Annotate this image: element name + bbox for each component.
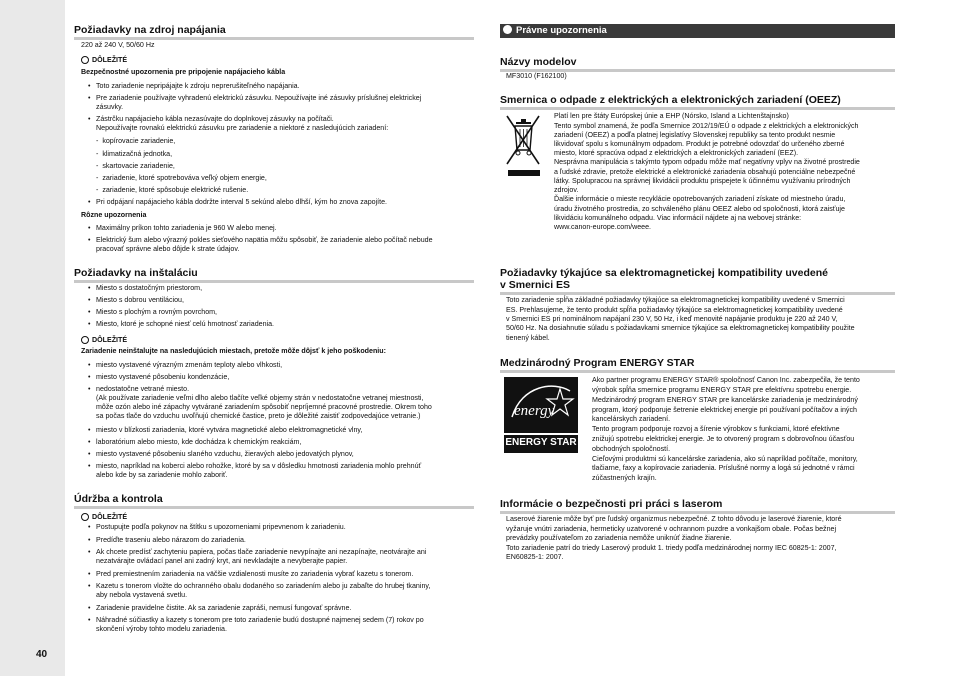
info-icon: [503, 25, 512, 34]
dash-item: - zariadenie, ktoré spotrebováva veľký objem energie,: [96, 174, 267, 182]
emc-line: v Smernici ES pri nominálnom napájaní 230 V, 50 Hz, i keď menovité napájanie produktu je 220 až 240 V,: [506, 315, 838, 323]
info-icon: [81, 513, 89, 521]
models-title: Názvy modelov: [500, 56, 895, 72]
list-item: • Predíďte traseniu alebo nárazom do zariadenia.: [96, 536, 246, 545]
weee-line: likvidáciu komunálneho odpadu. Viac informácií nájdete aj na webovej stránke:: [554, 214, 802, 222]
power-voltage: 220 až 240 V, 50/60 Hz: [81, 41, 155, 49]
energy-line: obchodných spoločností.: [592, 445, 671, 453]
list-item: • Miesto, ktoré je schopné niesť celú hmotnosť zariadenia.: [96, 320, 274, 329]
list-item: • Miesto s dobrou ventiláciou,: [96, 296, 184, 305]
power-subheading-cable: Bezpečnostné upozornenia pre pripojenie napájacieho kábla: [81, 68, 286, 76]
weee-line: miesto, ktoré spracúva odpad z elektrických a elektronických zariadení (EEZ).: [554, 149, 799, 157]
list-item: • miesto vystavené pôsobeniu slaného vzduchu, žieravých alebo jedovatých plynov,: [96, 450, 354, 459]
weee-line: Ďalšie informácie o mieste recyklácie opotrebovaných zariadení získate od miestneho úradu,: [554, 195, 846, 203]
important-label: DÔLEŽITÉ: [92, 336, 128, 344]
list-item: • Miesto s dostatočným priestorom,: [96, 284, 202, 293]
energy-star-title: Medzinárodný Program ENERGY STAR: [500, 357, 895, 373]
weee-line: www.canon-europe.com/weee.: [554, 223, 651, 231]
weee-crossed-bin-icon: [504, 112, 542, 180]
power-title: Požiadavky na zdroj napájania: [74, 24, 474, 40]
energy-line: Cieľovými produktmi sú kancelárske zariadenia, ako sú napríklad počítače, monitory,: [592, 455, 858, 463]
weee-line: látky. Spolupracou na správnej likvidácii produktu prispejete k účinnému využívaniu prírodných: [554, 177, 851, 185]
install-subheading: Zariadenie neinštalujte na nasledujúcich miestach, pretože môže dôjsť k jeho poškodeniu:: [81, 347, 386, 355]
dash-item: - kopírovacie zariadenie,: [96, 137, 176, 145]
important-note: [81, 513, 127, 521]
install-title: Požiadavky na inštaláciu: [74, 267, 474, 283]
energy-line: Tento program podporuje rozvoj a šírenie výrobkov s funkciami, ktoré efektívne: [592, 425, 840, 433]
laser-line: EN60825-1: 2007.: [506, 553, 564, 561]
list-item: • Pri odpájaní napájacieho kábla dodržte interval 5 sekúnd alebo dlhší, kým ho znova zapojíte.: [96, 198, 387, 207]
weee-line: zariadení (OEEZ) a podľa platnej legislatívy Slovenskej republiky sa tento produkt nesmie: [554, 131, 836, 139]
emc-title-line1: Požiadavky týkajúce sa elektromagnetickej kompatibility uvedené: [500, 267, 828, 279]
dash-item: - skartovacie zariadenie,: [96, 162, 175, 170]
list-item-cont: sa počas tlače do vzduchu uvoľňujú chemické častice, preto je dôležité zaistiť zodpovedajúce vetranie.): [96, 412, 421, 420]
energy-line: výrobok spĺňa smernice programu ENERGY STAR pre efektívnu spotrebu energie.: [592, 386, 852, 394]
page-margin-strip: [0, 0, 65, 676]
energy-line: Ako partner programu ENERGY STAR® spoločnosť Canon Inc. zabezpečila, že tento: [592, 376, 860, 384]
emc-line: Toto zariadenie spĺňa základné požiadavky týkajúce sa elektromagnetickej kompatibility uvedené v Smernici: [506, 296, 845, 304]
list-item: • Zariadenie pravidelne čistite. Ak sa zariadenie zapráši, nemusí fungovať správne.: [96, 604, 351, 613]
energy-line: znižujú spotrebu elektrickej energie. Je to otvorený program s dobrovoľnou účasťou: [592, 435, 855, 443]
weee-line: Tento symbol znamená, že podľa Smernice 2012/19/EÚ o odpade z elektrických a elektronických: [554, 122, 859, 130]
laser-line: prevádzky používateľom zo zariadenia nemôže uniknúť žiadne žiarenie.: [506, 534, 732, 542]
weee-title: Smernica o odpade z elektrických a elektronických zariadení (OEEZ): [500, 94, 895, 110]
laser-line: vyžaruje vnútri zariadenia, hermeticky uzatvorené v ochrannom puzdre a vonkajšom obale. Počas bežnej: [506, 525, 837, 533]
important-label: DÔLEŽITÉ: [92, 56, 128, 64]
energy-star-swoosh-icon: [504, 377, 578, 433]
weee-line: zdrojov.: [554, 186, 579, 194]
list-item-cont: zásuvky.: [96, 103, 124, 111]
list-item: • miesto vystavené výrazným zmenám teploty alebo vlhkosti,: [96, 361, 282, 370]
energy-line: Medzinárodný program ENERGY STAR pre kancelárske zariadenia je medzinárodný: [592, 396, 858, 404]
emc-line: tienený kábel.: [506, 334, 550, 342]
important-note: [81, 336, 127, 344]
page-number: 40: [36, 649, 48, 660]
list-item-cont: nezatvárajte ovládací panel ani zadný kryt, ani nevkladajte a nevyberajte papier.: [96, 557, 348, 565]
list-item: • nedostatočne vetrané miesto.: [96, 385, 189, 394]
weee-line: Platí len pre štáty Európskej únie a EHP (Nórsko, Island a Lichtenštajnsko): [554, 112, 789, 120]
laser-line: Toto zariadenie patrí do triedy Laserový produkt 1. triedy podľa medzinárodnej normy IEC 60825-1: 2007,: [506, 544, 837, 552]
energy-line: kancelárskych zariadení.: [592, 415, 671, 423]
list-item-cont: Nepoužívajte rovnakú elektrickú zásuvku pre zariadenie a niektoré z nasledujúcich zariadení:: [96, 124, 389, 132]
list-item: • Postupujte podľa pokynov na štítku s upozorneniami pripevnenom k zariadeniu.: [96, 523, 346, 532]
info-icon: [81, 336, 89, 344]
list-item: • Toto zariadenie nepripájajte k zdroju neprerušiteľného napájania.: [96, 82, 300, 91]
energy-line: zúčastnených krajín.: [592, 474, 657, 482]
energy-line: tlačiarne, faxy a kopírovacie zariadenia. Príslušné normy a logá sú jednotné v rámci: [592, 464, 855, 472]
emc-title-line2: v Smernici ES: [500, 279, 895, 295]
info-icon: [81, 56, 89, 64]
list-item: • miesto v blízkosti zariadenia, ktoré vytvára magnetické alebo elektromagnetické vlny,: [96, 426, 362, 435]
list-item: • Kazetu s tonerom vložte do ochranného obalu dodaného so zariadením alebo ju zabaľte do hrubej tkaniny,: [96, 582, 430, 591]
list-item-cont: alebo kde by sa zariadenie mohlo zaboriť.: [96, 471, 228, 479]
list-item: • miesto vystavené pôsobeniu kondenzácie,: [96, 373, 229, 382]
weee-line: úradu životného prostredia, zo schváleného plánu OEEZ alebo od spoločnosti, ktorá zaisťuje: [554, 205, 845, 213]
dash-item: - zariadenie, ktoré spôsobuje elektrické rušenie.: [96, 186, 249, 194]
important-label: DÔLEŽITÉ: [92, 513, 128, 521]
list-item-cont: aby nebola vystavená svetlu.: [96, 591, 188, 599]
list-item: • Ak chcete predísť zachyteniu papiera, počas tlače zariadenie nevypínajte ani nezapínajte, neotvárajte ani: [96, 548, 426, 557]
laser-line: Laserové žiarenie môže byť pre ľudský organizmus nebezpečné. Z tohto dôvodu je laserové žiarenie, ktoré: [506, 515, 842, 523]
list-item-cont: pracovať správne alebo dôjde k strate údajov.: [96, 245, 240, 253]
energy-line: program, ktorý podporuje šetrenie elektrickej energie pri používaní počítačov a iných: [592, 406, 857, 414]
svg-text:energy: energy: [514, 403, 555, 419]
important-note: [81, 56, 127, 64]
power-subheading-misc: Rôzne upozornenia: [81, 211, 147, 219]
list-item-cont: môže ozón alebo iné zápachy vytvárané zariadením spôsobiť nepríjemné pracovné prostredie. Okrem toho: [96, 403, 432, 411]
model-name: MF3010 (F162100): [506, 72, 567, 80]
list-item: • Zástrčku napájacieho kábla nezasúvajte do doplnkovej zásuvky na počítači.: [96, 115, 334, 124]
list-item: • Miesto s plochým a rovným povrchom,: [96, 308, 217, 317]
list-item: • Elektrický šum alebo výrazný pokles sieťového napätia môžu spôsobiť, že zariadenie alebo počítač nebude: [96, 236, 433, 245]
weee-line: likvidovať spolu s komunálnym odpadom. Produkt je potrebné odovzdať do určeného zberné: [554, 140, 845, 148]
list-item: • Náhradné súčiastky a kazety s tonerom pre toto zariadenie budú dostupné najmenej sedem (7) rokov po: [96, 616, 424, 625]
list-item: • Pre zariadenie používajte vyhradenú elektrickú zásuvku. Nepoužívajte iné zásuvky príslušnej elektrickej: [96, 94, 421, 103]
banner-label: Právne upozornenia: [516, 25, 607, 36]
list-item-cont: (Ak používate zariadenie veľmi dlho alebo tlačíte veľké objemy strán v nedostatočne vetranej miestnosti,: [96, 394, 424, 402]
list-item: • Maximálny príkon tohto zariadenia je 960 W alebo menej.: [96, 224, 277, 233]
list-item: • laboratórium alebo miesto, kde dochádza k chemickým reakciám,: [96, 438, 301, 447]
laser-title: Informácie o bezpečnosti pri práci s laserom: [500, 498, 895, 514]
weee-line: a ľudské zdravie, pretože elektrické a elektronické zariadenia obsahujú potenciálne nebezpečné: [554, 168, 856, 176]
energy-star-logo: [504, 377, 578, 453]
legal-notices-banner: [500, 24, 895, 38]
list-item-cont: skončení výroby tohto modelu zariadenia.: [96, 625, 227, 633]
dash-item: - klimatizačná jednotka,: [96, 150, 173, 158]
list-item: • Pred premiestnením zariadenia na väčšie vzdialenosti musíte zo zariadenia vybrať kazetu s tonerom.: [96, 570, 413, 579]
emc-line: 50/60 Hz. Na dosiahnutie súladu s požiadavkami smernice týkajúce sa elektromagnetickej kompatibility použite: [506, 324, 855, 332]
energy-star-logo-text: ENERGY STAR: [505, 437, 577, 448]
list-item: • miesto, napríklad na koberci alebo rohožke, ktoré by sa v dôsledku hmotnosti zariadenia mohlo prehnúť: [96, 462, 421, 471]
weee-line: Nesprávna manipulácia s takýmto typom odpadu môže mať negatívny vplyv na životné prostredie: [554, 158, 860, 166]
emc-line: ES. Prehlasujeme, že tento produkt spĺňa požiadavky týkajúce sa elektromagnetickej kompatibility uvedené: [506, 306, 843, 314]
maint-title: Údržba a kontrola: [74, 493, 474, 509]
